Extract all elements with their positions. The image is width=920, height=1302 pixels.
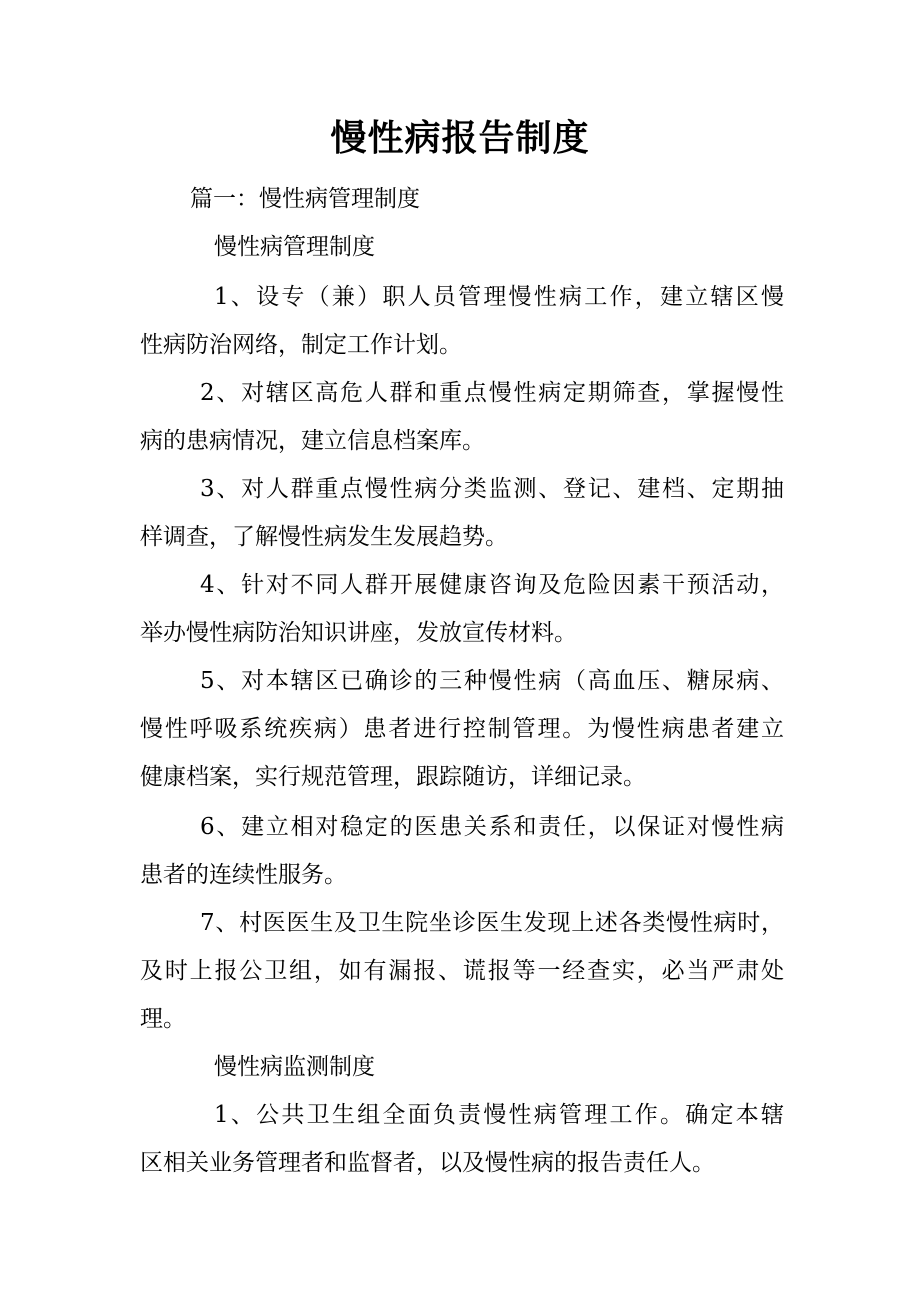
document-title: 慢性病报告制度 (330, 117, 590, 159)
paragraph-line: 慢性呼吸系统疾病）患者进行控制管理。为慢性病患者建立 (140, 716, 784, 742)
paragraph-line: 7、村医医生及卫生院坐诊医生发现上述各类慢性病时， (200, 910, 784, 936)
paragraph-line: 2、对辖区高危人群和重点慢性病定期筛查，掌握慢性 (200, 380, 784, 406)
paragraph-line: 病的患病情况，建立信息档案库。 (140, 428, 485, 454)
paragraph-line: 5、对本辖区已确诊的三种慢性病（高血压、糖尿病、 (200, 668, 784, 694)
paragraph-line: 样调查，了解慢性病发生发展趋势。 (140, 524, 508, 550)
paragraph-line: 1、公共卫生组全面负责慢性病管理工作。确定本辖 (214, 1102, 784, 1128)
paragraph-line: 4、针对不同人群开展健康咨询及危险因素干预活动， (200, 572, 784, 598)
monitoring-heading: 慢性病监测制度 (214, 1054, 375, 1080)
paragraph-line: 健康档案，实行规范管理，跟踪随访，详细记录。 (140, 764, 646, 790)
paragraph-line: 区相关业务管理者和监督者，以及慢性病的报告责任人。 (140, 1150, 715, 1176)
paragraph-line: 6、建立相对稳定的医患关系和责任，以保证对慢性病 (200, 814, 784, 840)
paragraph-line: 性病防治网络，制定工作计划。 (140, 332, 462, 358)
management-heading: 慢性病管理制度 (214, 234, 375, 260)
paragraph-line: 及时上报公卫组，如有漏报、谎报等一经查实，必当严肃处 (140, 958, 784, 984)
paragraph-line: 1、设专（兼）职人员管理慢性病工作，建立辖区慢 (214, 284, 784, 310)
paragraph-line: 患者的连续性服务。 (140, 862, 347, 888)
paragraph-line: 理。 (140, 1006, 186, 1032)
section-heading: 篇一：慢性病管理制度 (190, 186, 420, 212)
paragraph-line: 举办慢性病防治知识讲座，发放宣传材料。 (140, 620, 577, 646)
paragraph-line: 3、对人群重点慢性病分类监测、登记、建档、定期抽 (200, 476, 784, 502)
